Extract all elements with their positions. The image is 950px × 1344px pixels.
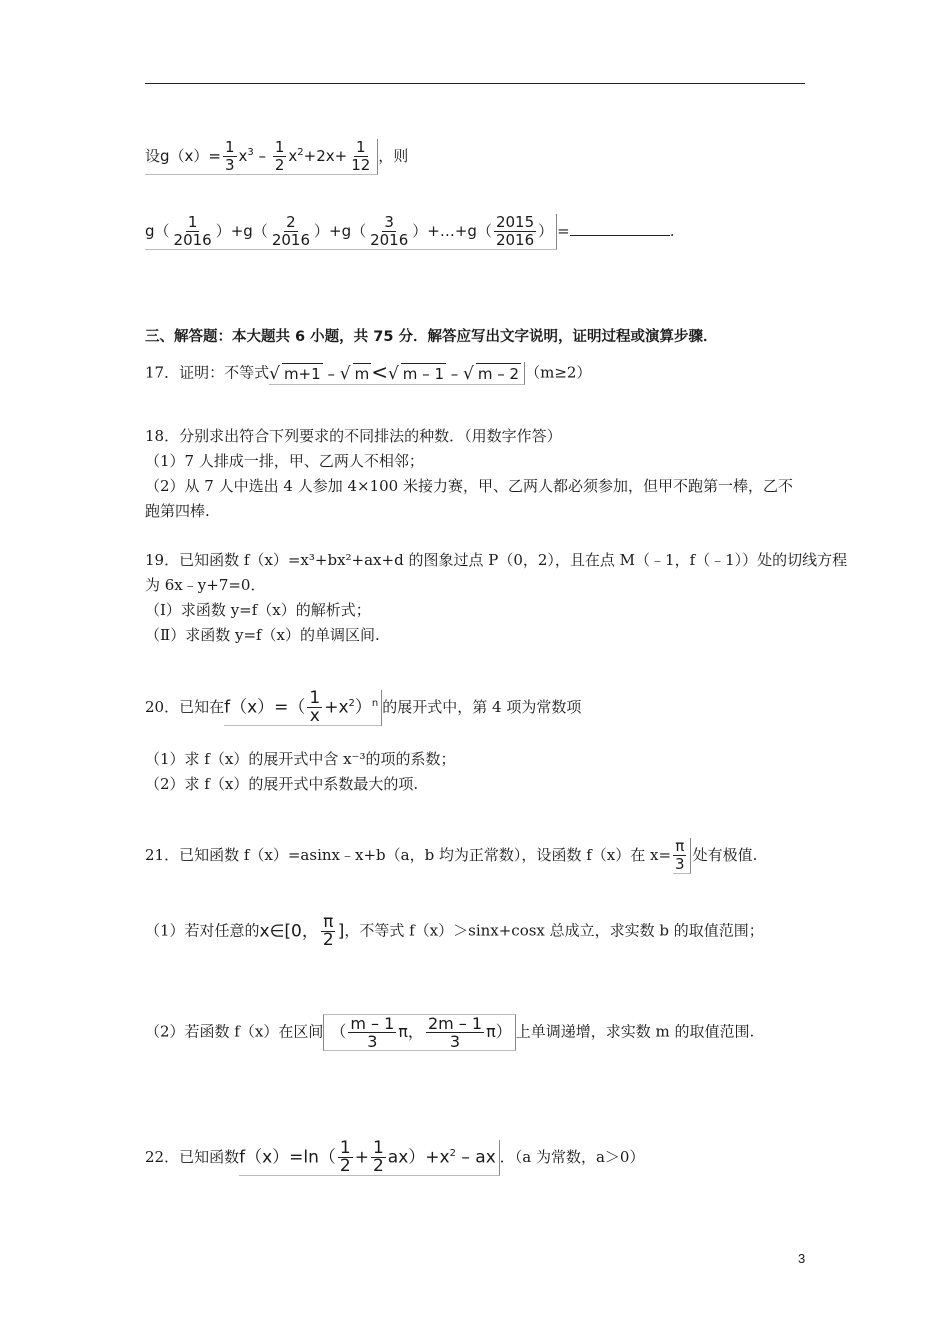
denominator: 3 xyxy=(367,1032,378,1051)
q20-formula xyxy=(224,690,382,726)
q16-suffix: ，则 xyxy=(378,147,409,165)
ax-close: ax）+x xyxy=(387,1147,450,1168)
denominator: 2 xyxy=(274,156,285,174)
less-than-sign: < xyxy=(371,360,388,384)
section-3-title: 三、解答题：本大题共 6 小题，共 75 分．解答应写出文字说明，证明过程或演算步骤． xyxy=(145,329,718,345)
numerator: 2015 xyxy=(495,213,535,231)
q20-line-2: （1）求 f（x）的展开式中含 x⁻³的项的系数； xyxy=(145,750,456,768)
numerator: 1 xyxy=(274,138,285,156)
close-paren: ） xyxy=(538,222,554,240)
comma: ， xyxy=(407,1022,424,1041)
fraction-2015-2016 xyxy=(494,214,536,249)
q18-line-3: （2）从 7 人中选出 4 人参加 4×100 米接力赛，甲、乙两人都必须参加，但甲不跑第一棒，乙不 xyxy=(145,477,793,495)
interval-m xyxy=(323,1014,515,1051)
numerator: 2m – 1 xyxy=(427,1014,483,1033)
pi-symbol: π xyxy=(486,1022,496,1041)
minus-sign: – xyxy=(322,365,340,383)
minus-sign: – xyxy=(253,147,271,165)
denominator: 12 xyxy=(351,156,371,174)
fraction-2-2016 xyxy=(270,214,312,249)
numerator: π xyxy=(675,837,685,855)
q16-definition xyxy=(145,139,408,175)
fraction-1-2016 xyxy=(172,214,214,249)
q20-line-3: （2）求 f（x）的展开式中系数最大的项. xyxy=(145,775,419,793)
q20-line-1 xyxy=(145,690,581,726)
fraction-pi-over-3 xyxy=(673,838,691,874)
denominator: 2016 xyxy=(271,231,310,249)
q19-line-4: （Ⅱ）求函数 y=f（x）的单调区间. xyxy=(145,626,380,644)
radicand: m – 1 xyxy=(402,365,444,383)
radicand: m+1 xyxy=(283,365,321,383)
q16-sum-formula xyxy=(145,214,557,250)
radicand: m xyxy=(354,365,370,383)
q17 xyxy=(145,362,591,385)
exponent: 2 xyxy=(449,1147,456,1159)
fraction-one-third xyxy=(223,139,237,174)
open-paren: （ xyxy=(330,1022,347,1041)
denominator: 2016 xyxy=(495,231,535,249)
q17-suffix: （m≥2） xyxy=(525,363,592,382)
denominator: x xyxy=(309,706,320,726)
ln-open: f（x）=ln（ xyxy=(239,1147,336,1168)
q22-suffix: ．（a 为常数，a＞0） xyxy=(499,1148,645,1166)
q21-line-3-suffix: 上单调递增，求实数 m 的取值范围. xyxy=(515,1022,755,1041)
exponent-n: n xyxy=(371,697,379,709)
period: . xyxy=(669,222,675,240)
minus-ax: – ax xyxy=(455,1147,496,1168)
q19-line-2: 为 6x﹣y+7=0． xyxy=(145,576,266,594)
numerator: 1 xyxy=(339,1138,351,1158)
q19-line-3: （Ⅰ）求函数 y=f（x）的解析式； xyxy=(145,601,371,619)
q19-line-1: 19．已知函数 f（x）=x³+bx²+ax+d 的图象过点 P（0，2），且在点 M（﹣1，f（﹣1））处的切线方程 xyxy=(145,551,848,569)
denominator: 2 xyxy=(339,1156,351,1176)
q21-line-2-prefix: （1）若对任意的 xyxy=(145,921,260,940)
var-x: x xyxy=(238,147,248,165)
numerator: 1 xyxy=(187,213,198,231)
numerator: 1 xyxy=(355,138,366,156)
fraction-m-minus-1-over-3 xyxy=(348,1015,396,1050)
q18-line-1: 18．分别求出符合下列要求的不同排法的种数．（用数字作答） xyxy=(145,427,562,445)
minus-sign: – xyxy=(446,365,464,383)
radicand: m – 2 xyxy=(477,365,520,383)
numerator: π xyxy=(323,912,334,932)
numerator: 1 xyxy=(224,138,235,156)
q21-line-3 xyxy=(145,1014,754,1051)
exponent: 2 xyxy=(297,147,304,158)
denominator: 3 xyxy=(675,855,685,873)
interval-close: ] xyxy=(337,921,345,942)
page-number: 3 xyxy=(798,1251,806,1266)
close-paren: ） xyxy=(495,1022,512,1041)
interval-zero-to-pi-over-2 xyxy=(260,914,345,949)
equals-sign: = xyxy=(557,222,570,240)
answer-blank xyxy=(570,221,670,236)
q16-prefix: 设g（x）= xyxy=(145,147,221,165)
denominator: 2 xyxy=(372,1156,384,1176)
q20-suffix: 的展开式中，第 4 项为常数项 xyxy=(382,698,582,716)
q22-prefix: 22．已知函数 xyxy=(145,1148,240,1166)
q21-line-1-suffix: 处有极值. xyxy=(692,846,758,864)
plus-x: +x xyxy=(324,697,349,718)
q16-sum xyxy=(145,214,675,250)
q17-prefix: 17．证明：不等式 xyxy=(145,363,270,382)
g-open: g（ xyxy=(145,222,170,240)
q18-line-2: （1）7 人排成一排，甲、乙两人不相邻； xyxy=(145,452,424,470)
q21-line-2-suffix: ，不等式 f（x）＞sinx+cosx 总成立，求实数 b 的取值范围； xyxy=(344,921,764,940)
plus-g: ）+g（ xyxy=(215,222,268,240)
q22 xyxy=(145,1140,644,1176)
var-x: x xyxy=(288,147,298,165)
radical-icon: √ xyxy=(269,364,280,384)
numerator: 1 xyxy=(309,688,321,708)
q21-line-1-prefix: 21．已知函数 f（x）=asinx﹣x+b（a，b 均为正常数），设函数 f（x）在 x= xyxy=(145,846,672,864)
denominator: 2 xyxy=(322,930,334,950)
q17-inequality xyxy=(269,362,525,385)
exponent: 3 xyxy=(247,147,254,158)
fraction-one-half xyxy=(371,1140,386,1175)
denominator: 2016 xyxy=(370,231,409,249)
numerator: 3 xyxy=(384,213,394,231)
q21-line-2 xyxy=(145,914,764,949)
denominator: 2016 xyxy=(173,231,212,249)
fraction-one-half xyxy=(338,1140,353,1175)
q16-formula xyxy=(145,139,378,175)
denominator: 3 xyxy=(224,156,235,174)
radical-icon: √ xyxy=(463,364,474,384)
pi-symbol: π xyxy=(398,1022,408,1041)
fraction-one-over-x xyxy=(307,690,322,725)
q22-formula xyxy=(239,1140,500,1176)
numerator: 1 xyxy=(372,1138,384,1158)
plus-sign: + xyxy=(354,1147,369,1168)
q21-line-3-prefix: （2）若函数 f（x）在区间 xyxy=(145,1022,324,1041)
fx-open: f（x）=（ xyxy=(224,697,306,718)
fraction-2m-minus-1-over-3 xyxy=(426,1015,484,1050)
numerator: 2 xyxy=(286,213,296,231)
fraction-pi-over-2 xyxy=(321,914,336,949)
q16-tail: +2x+ xyxy=(303,147,348,165)
numerator: m – 1 xyxy=(350,1014,395,1033)
q21-line-1 xyxy=(145,838,757,874)
plus-g: ）+g（ xyxy=(314,222,367,240)
exponent: 2 xyxy=(348,697,355,709)
q20-prefix: 20．已知在 xyxy=(145,698,225,716)
close-paren: ） xyxy=(354,697,372,718)
fraction-3-2016 xyxy=(368,214,410,249)
fraction-one-half xyxy=(273,139,287,174)
q18-line-4: 跑第四棒. xyxy=(145,502,210,520)
ellipsis-g: ）+…+g（ xyxy=(412,222,492,240)
radical-icon: √ xyxy=(387,364,399,384)
radical-icon: √ xyxy=(339,364,351,384)
interval-open: x∈[0， xyxy=(259,921,319,942)
fraction-one-twelfth xyxy=(349,139,372,174)
header-rule xyxy=(145,83,805,84)
denominator: 3 xyxy=(449,1032,461,1051)
